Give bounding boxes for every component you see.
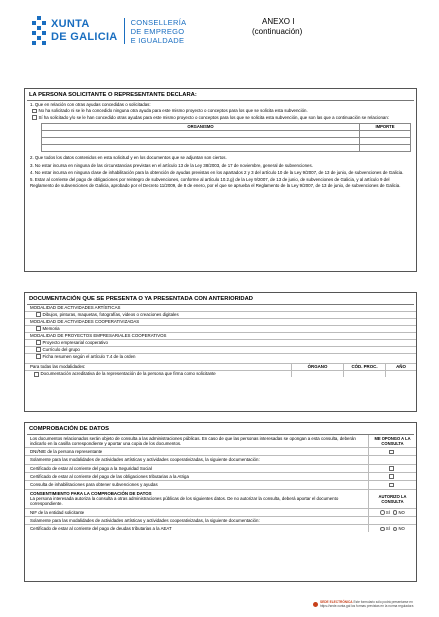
- modality-artistic: MODALIDAD DE ACTIVIDADES ARTÍSTICAS: [30, 304, 121, 310]
- oppose-checkbox[interactable]: [389, 474, 394, 479]
- check-row-dni: DNI/NIE de la persona representante: [25, 447, 416, 455]
- data-check-section: [24, 422, 417, 582]
- consent-header-row: [25, 489, 416, 508]
- no-option[interactable]: NO: [393, 510, 405, 515]
- yes-option[interactable]: SÍ: [380, 510, 390, 515]
- doc-item-representation: Documentación acreditativa de la representación de la persona que firma como solicitante: [25, 370, 416, 377]
- declaration-option-no[interactable]: No ha solicitado ni se le ha concedido ninguna otra ayuda para este mismo proyecto o conceptos para los que se solicita esta subvención.: [25, 108, 416, 114]
- sede-link[interactable]: https://sede.xunta.gal: [320, 604, 351, 608]
- oppose-checkbox[interactable]: [389, 483, 394, 488]
- oppose-checkbox[interactable]: [389, 450, 394, 455]
- xunta-emblem-icon: [31, 16, 47, 46]
- table-cell[interactable]: [360, 145, 411, 152]
- modality-cooperative: MODALIDAD DE ACTIVIDADES COOPERATIVIZADAS: [25, 318, 416, 325]
- check-row-social-security: Certificado de estar al corriente del pago a la Seguridad Social: [25, 464, 416, 472]
- radio[interactable]: [380, 510, 385, 515]
- checkbox[interactable]: [34, 372, 39, 377]
- oppose-header: ME OPONGO A LA CONSULTA: [368, 435, 416, 448]
- col-organ: ÓRGANO: [291, 364, 343, 371]
- aids-col-organism: ORGANISMO: [42, 123, 360, 130]
- col-year: AÑO: [385, 364, 416, 371]
- declaration-item-5: 5. Estar al corriente del pago de obligaciones por reintegro de subvenciones, conforme al artículo 10.2.g) de la Ley 9/2007, de 13 de junio, de subvenciones de Galicia, y al artículo 9 del Reglamento de subvenciones de Galicia, aprobado por el Decreto 11/2009, de 8 de enero, por el que se aprueba el Reglamento de la Ley 9/2007, de 13 de junio, de subvenciones de Galicia.: [30, 177, 401, 188]
- page-header: [0, 0, 439, 60]
- check-row-inhabilitation: Consulta de inhabilitaciones para obtener subvenciones y ayudas: [25, 480, 416, 488]
- logo-divider: [124, 18, 125, 44]
- doc-item-drawings[interactable]: Dibujos, pinturas, maquetas, fotografías, videos o creaciones digitales: [25, 311, 416, 318]
- logo-line1: XUNTA: [51, 18, 90, 30]
- consent-row-nif: NIF de la entidad solicitante SÍ NO: [25, 508, 416, 516]
- aids-table: [41, 123, 411, 153]
- doc-item-project[interactable]: Proyecto empresarial cooperativo: [25, 339, 416, 346]
- declaration-item-3: 3. No estar incursa en ninguna de las circunstancias previstas en el artículo 13 de la Ley 38/2003, de 17 de noviembre, general de subvenciones.: [30, 162, 313, 168]
- authorize-header: AUTORIZO LA CONSULTA: [368, 490, 416, 508]
- consent-row-only-modalities: Solamente para las modalidades de actividades artísticas y actividades cooperativizadas, la siguiente documentación:: [25, 516, 416, 524]
- documentation-title: DOCUMENTACIÓN QUE SE PRESENTA O YA PRESENTADA CON ANTERIORIDAD: [29, 296, 253, 302]
- checkbox[interactable]: [32, 115, 37, 120]
- proc-code-input[interactable]: [343, 371, 385, 377]
- organ-input[interactable]: [291, 371, 343, 377]
- radio[interactable]: [393, 510, 398, 515]
- checkbox[interactable]: [36, 347, 41, 352]
- annex-title: ANEXO I: [262, 17, 295, 26]
- col-proc-code: CÓD. PROC.: [343, 364, 385, 371]
- table-cell[interactable]: [360, 138, 411, 145]
- oppose-intro-row: Los documentos relacionados serán objeto de consulta a las administraciones públicas. En caso de que las personas interesadas se opongan a esta consulta, deberán indicarlo en la casilla correspondiente y aportar una copia de los documentos. ME OPONGO A LA CONSULTA: [25, 435, 416, 448]
- table-cell[interactable]: [42, 130, 360, 137]
- declaration-title: LA PERSONA SOLICITANTE O REPRESENTANTE DECLARA:: [29, 92, 197, 98]
- radio[interactable]: [393, 527, 398, 532]
- declaration-item-4: 4. No estar incursa en ninguna clase de inhabilitación para la obtención de ayudas previstas en los apartados 2 y 3 del artículo 10 de la Ley 9/2007, de 13 de junio, de subvenciones de Galicia.: [30, 170, 404, 176]
- doc-item-summary[interactable]: Ficha resumen según el artículo 7.4 de la orden: [25, 353, 416, 360]
- table-cell[interactable]: [42, 138, 360, 145]
- checkbox[interactable]: [32, 109, 37, 114]
- modality-business-projects: MODALIDAD DE PROYECTOS EMPRESARIALES COOPERATIVOS: [25, 332, 416, 339]
- doc-item-cv[interactable]: Currículo del grupo: [25, 346, 416, 353]
- aids-col-amount: IMPORTE: [360, 123, 411, 130]
- checkbox[interactable]: [36, 312, 41, 317]
- declaration-section: [24, 88, 417, 272]
- all-modalities-header: Para todas las modalidades: ÓRGANO CÓD. PROC. AÑO: [25, 363, 416, 371]
- oppose-checkbox[interactable]: [389, 466, 394, 471]
- table-cell[interactable]: [360, 130, 411, 137]
- dept-line1: CONSELLERÍA: [130, 17, 187, 27]
- xunta-logo: [31, 16, 186, 46]
- checkbox[interactable]: [36, 340, 41, 345]
- annex-label: [252, 17, 302, 37]
- annex-subtitle: (continuación): [252, 27, 303, 36]
- checkbox[interactable]: [36, 354, 41, 359]
- checkbox[interactable]: [36, 326, 41, 331]
- yes-option[interactable]: SÍ: [380, 526, 390, 531]
- declaration-item-2: 2. Que todos los datos contenidos en esta solicitud y en los documentos que se adjuntan son ciertos.: [30, 155, 227, 161]
- declaration-item-1: 1. Que en relación con otras ayudas concedidas o solicitadas:: [30, 101, 151, 107]
- consent-title: CONSENTIMIENTO PARA LA COMPROBACIÓN DE DATOS: [30, 490, 152, 496]
- doc-item-memory[interactable]: Memoria: [25, 325, 416, 332]
- sede-label: SEDE ELECTRÓNICA: [320, 600, 353, 604]
- sede-seal-icon: [313, 602, 318, 607]
- radio[interactable]: [380, 527, 385, 532]
- declaration-option-yes[interactable]: Sí ha solicitado y/o se le han concedido otras ayudas para este mismo proyecto o conceptos para los que se solicita esta subvención, que son las que a continuación se relacionan:: [25, 114, 416, 120]
- logo-line2: DE GALICIA: [51, 31, 118, 43]
- consent-text: La persona interesada autoriza la consulta a otras administraciones públicas de los siguientes datos. De no autorizar la consulta, deberá aportar el documento correspondiente.: [30, 495, 339, 507]
- dept-line2: DE EMPREGO: [130, 26, 185, 36]
- check-row-atriga: Certificado de estar al corriente del pago de las obligaciones tributarias a la Atriga: [25, 472, 416, 480]
- consent-row-aeat: Certificado de estar al corriente del pago de deudas tributarias a la AEAT SÍ NO: [25, 524, 416, 532]
- no-option[interactable]: NO: [393, 526, 405, 531]
- page-footer: SEDE ELECTRÓNICA Este formulario sólo podrá presentarse en https://sede.xunta.gal los formas previstas en la norma reguladora: [313, 600, 413, 608]
- dept-line3: E IGUALDADE: [130, 35, 185, 45]
- check-row-only-modalities: Solamente para las modalidades de actividades artísticas y actividades cooperativizadas, la siguiente documentación:: [25, 455, 416, 463]
- documentation-section: [24, 292, 417, 412]
- table-cell[interactable]: [42, 145, 360, 152]
- year-input[interactable]: [385, 371, 416, 377]
- data-check-title: COMPROBACIÓN DE DATOS: [29, 426, 109, 432]
